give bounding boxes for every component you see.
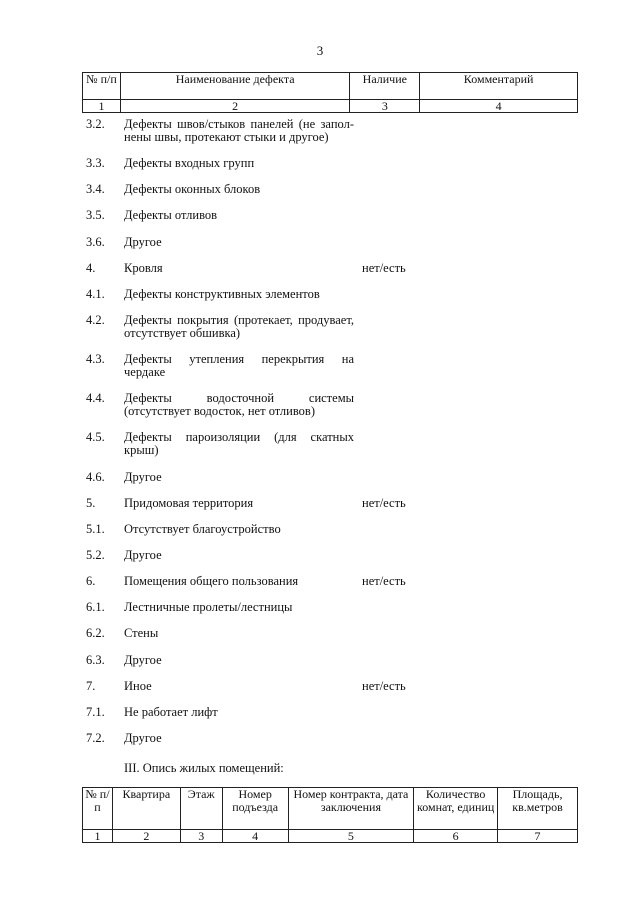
defect-number: 4.6. bbox=[86, 470, 105, 484]
colnum-cell: 5 bbox=[288, 830, 414, 843]
header-area: Площадь, кв.метров bbox=[498, 788, 578, 830]
defect-number: 7.1. bbox=[86, 705, 105, 719]
defect-number: 4.4. bbox=[86, 391, 105, 405]
defect-name: Другое bbox=[124, 235, 162, 249]
defect-name: Дефекты конструктивных элементов bbox=[124, 287, 320, 301]
defect-number: 3.2. bbox=[86, 117, 105, 131]
colnum-cell: 1 bbox=[83, 830, 113, 843]
defect-availability: нет/есть bbox=[362, 261, 406, 275]
defect-name: Не работает лифт bbox=[124, 705, 218, 719]
defect-name: Помещения общего пользования bbox=[124, 574, 299, 588]
header-apartment: Квартира bbox=[112, 788, 180, 830]
page-number: 3 bbox=[316, 43, 324, 58]
defect-number: 7. bbox=[86, 679, 96, 693]
defect-number: 5. bbox=[86, 496, 96, 510]
defect-name: Дефекты покрытия (протекает, продувает, отсутствует обшивка) bbox=[124, 313, 354, 340]
colnum-cell: 6 bbox=[414, 830, 498, 843]
defects-table bbox=[82, 72, 578, 113]
colnum-cell: 2 bbox=[112, 830, 180, 843]
defect-availability: нет/есть bbox=[362, 574, 406, 588]
defect-number: 4.5. bbox=[86, 430, 105, 444]
colnum-cell: 3 bbox=[350, 100, 420, 113]
defect-name: Дефекты оконных блоков bbox=[124, 182, 261, 196]
defect-name: Стены bbox=[124, 626, 159, 640]
defect-number: 4.1. bbox=[86, 287, 105, 301]
defect-number: 3.5. bbox=[86, 208, 105, 222]
defect-number: 4.2. bbox=[86, 313, 105, 327]
colnum-cell: 3 bbox=[180, 830, 222, 843]
defect-number: 6.2. bbox=[86, 626, 105, 640]
defect-number: 5.2. bbox=[86, 548, 105, 562]
defects-table-colnum-row bbox=[83, 100, 578, 113]
rooms-table bbox=[82, 787, 578, 843]
header-defect-name: Наименование дефекта bbox=[120, 73, 349, 100]
defect-number: 3.6. bbox=[86, 235, 105, 249]
header-comment: Комментарий bbox=[420, 73, 578, 100]
rooms-table-header-row bbox=[83, 788, 578, 830]
defect-number: 7.2. bbox=[86, 731, 105, 745]
header-number: № п/п bbox=[83, 73, 121, 100]
defect-name: Дефекты отливов bbox=[124, 208, 218, 222]
rooms-table-colnum-row bbox=[83, 830, 578, 843]
defect-name: Дефекты пароизоляции (для скатных крыш) bbox=[124, 430, 354, 457]
colnum-cell: 7 bbox=[498, 830, 578, 843]
defect-name: Дефекты водосточной системы (отсутствует водосток, нет отливов) bbox=[124, 391, 354, 418]
defect-number: 6.1. bbox=[86, 600, 105, 614]
defect-name: Другое bbox=[124, 731, 162, 745]
defect-name: Иное bbox=[124, 679, 152, 693]
defect-name: Придомовая территория bbox=[124, 496, 254, 510]
defect-name: Кровля bbox=[124, 261, 163, 275]
defect-number: 4.3. bbox=[86, 352, 105, 366]
defects-table-header-row bbox=[83, 73, 578, 100]
defect-name: Лестничные пролеты/лестницы bbox=[124, 600, 293, 614]
colnum-cell: 4 bbox=[420, 100, 578, 113]
header-floor: Этаж bbox=[180, 788, 222, 830]
defect-number: 3.4. bbox=[86, 182, 105, 196]
header-availability: Наличие bbox=[350, 73, 420, 100]
header-contract: Номер контракта, дата заключения bbox=[288, 788, 414, 830]
defect-number: 4. bbox=[86, 261, 96, 275]
defect-number: 3.3. bbox=[86, 156, 105, 170]
defect-name: Другое bbox=[124, 548, 162, 562]
defect-availability: нет/есть bbox=[362, 496, 406, 510]
defect-number: 6. bbox=[86, 574, 96, 588]
defect-name: Дефекты входных групп bbox=[124, 156, 255, 170]
defect-name: Другое bbox=[124, 470, 162, 484]
defect-number: 6.3. bbox=[86, 653, 105, 667]
header-number: № п/п bbox=[83, 788, 113, 830]
header-entrance: Номер подъезда bbox=[222, 788, 288, 830]
defect-name: Дефекты швов/стыков панелей (не запол-нены швы, протекают стыки и другое) bbox=[124, 117, 354, 144]
defect-name: Другое bbox=[124, 653, 162, 667]
header-rooms-count: Количество комнат, единиц bbox=[414, 788, 498, 830]
section-title: III. Опись жилых помещений: bbox=[124, 761, 284, 775]
colnum-cell: 1 bbox=[83, 100, 121, 113]
colnum-cell: 2 bbox=[120, 100, 349, 113]
colnum-cell: 4 bbox=[222, 830, 288, 843]
defect-availability: нет/есть bbox=[362, 679, 406, 693]
defect-number: 5.1. bbox=[86, 522, 105, 536]
defect-name: Дефекты утепления перекрытия на чердаке bbox=[124, 352, 354, 379]
defect-name: Отсутствует благоустройство bbox=[124, 522, 281, 536]
